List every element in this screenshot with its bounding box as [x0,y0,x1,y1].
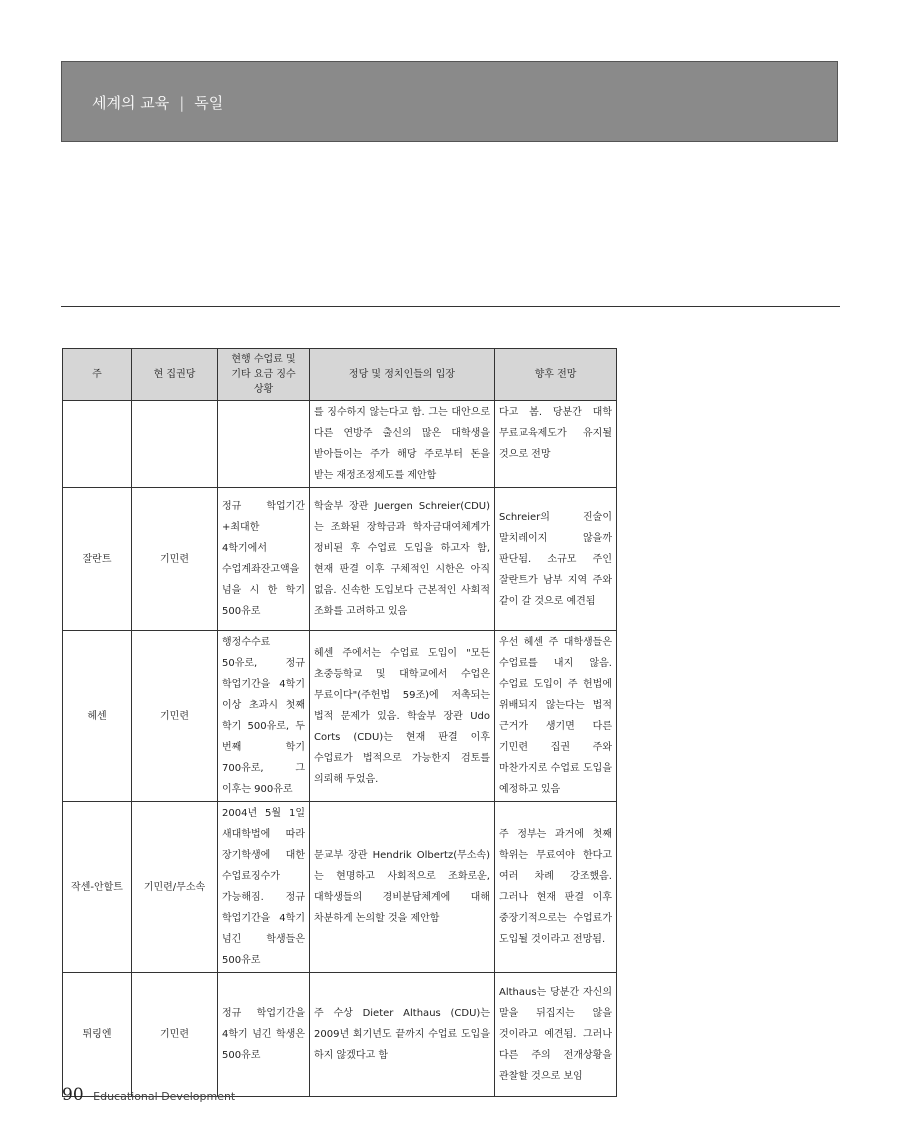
cell-party: 기민련 [132,973,218,1097]
cell-fee: 정규 학업기간+최대한 4학기에서 수업계좌잔고액을 넘을 시 한 학기 500유로 [218,488,310,631]
cell-stance: 학술부 장관 Juergen Schreier(CDU)는 조화된 장학금과 학자금대여체계가 정비된 후 수업료 도입을 하고자 함, 현재 판결 이후 구체적인 시한은 아직 없음. 신속한 도입보다 근본적인 사회적 조화를 고려하고 있음 [310,488,495,631]
table-header-row [63,349,617,401]
table-row [63,631,617,802]
header-outlook: 향후 전망 [495,349,617,401]
cell-outlook: 주 정부는 과거에 첫째 학위는 무료여야 한다고 여러 차례 강조했음. 그러나 현재 판결 이후 중장기적으로는 수업료가 도입될 것이라고 전망됨. [495,802,617,973]
cell-fee: 정규 학업기간을 4학기 넘긴 학생은 500유로 [218,973,310,1097]
cell-party [132,401,218,488]
cell-fee: 2004년 5월 1일 새대학법에 따라 장기학생에 대한 수업료징수가 가능해짐. 정규 학업기간을 4학기 넘긴 학생들은 500유로 [218,802,310,973]
cell-outlook: Schreier의 진술이 말치레이지 않을까 판단됨. 소규모 주인 잘란트가 남부 지역 주와 같이 갈 것으로 예견됨 [495,488,617,631]
header-ruling-party: 현 집권당 [132,349,218,401]
page-number: 90 [62,1085,84,1105]
cell-stance: 를 징수하지 않는다고 함. 그는 대안으로 다른 연방주 출신의 많은 대학생을 받아들이는 주가 해당 주로부터 돈을 받는 재정조정제도를 제안함 [310,401,495,488]
header-state: 주 [63,349,132,401]
cell-state: 잘란트 [63,488,132,631]
cell-state: 튀링엔 [63,973,132,1097]
cell-fee [218,401,310,488]
cell-state [63,401,132,488]
cell-outlook: 우선 헤센 주 대학생들은 수업료를 내지 않음. 수업료 도입이 주 헌법에 위배되지 않는다는 법적 근거가 생기면 다른 기민련 집권 주와 마찬가지로 수업료 도입을 예정하고 있음 [495,631,617,802]
table-row [63,973,617,1097]
cell-stance: 주 수상 Dieter Althaus (CDU)는 2009년 회기년도 끝까지 수업료 도입을 하지 않겠다고 함 [310,973,495,1097]
banner-title [92,92,223,113]
table-row [63,401,617,488]
section-label: 세계의 교육 [92,94,170,112]
cell-party: 기민련/무소속 [132,802,218,973]
tuition-policy-table [62,348,617,1097]
cell-state: 헤센 [63,631,132,802]
cell-stance: 문교부 장관 Hendrik Olbertz(무소속)는 현명하고 사회적으로 조화로운, 대학생들의 경비분담체계에 대해 차분하게 논의할 것을 제안함 [310,802,495,973]
section-banner [61,61,838,142]
publication-name: Educational Development [93,1090,236,1103]
cell-stance: 헤센 주에서는 수업료 도입이 "모든 초중등학교 및 대학교에서 수업은 무료이다"(주헌법 59조)에 저촉되는 법적 문제가 있음. 학술부 장관 Udo Corts (CDU)는 현재 판결 이후 수업료가 법적으로 가능한지 검토를 의뢰해 두었음. [310,631,495,802]
cell-party: 기민련 [132,488,218,631]
cell-outlook: 다고 봄. 당분간 대학 무료교육제도가 유지될 것으로 전망 [495,401,617,488]
page-footer [62,1085,235,1105]
cell-party: 기민련 [132,631,218,802]
table-row [63,802,617,973]
cell-state: 작센-안할트 [63,802,132,973]
cell-fee: 행정수수료 50유로, 정규 학업기간을 4학기 이상 초과시 첫째 학기 500유로, 두 번째 학기 700유로, 그 이후는 900유로 [218,631,310,802]
horizontal-rule [61,306,840,307]
header-party-positions: 정당 및 정치인들의 입장 [310,349,495,401]
banner-separator: | [179,94,185,112]
table-row [63,488,617,631]
country-label: 독일 [194,94,224,112]
cell-outlook: Althaus는 당분간 자신의 말을 뒤집지는 않을 것이라고 예견됨. 그러나 다른 주의 전개상황을 관찰할 것으로 보임 [495,973,617,1097]
header-current-fees: 현행 수업료 및 기타 요금 징수 상황 [218,349,310,401]
